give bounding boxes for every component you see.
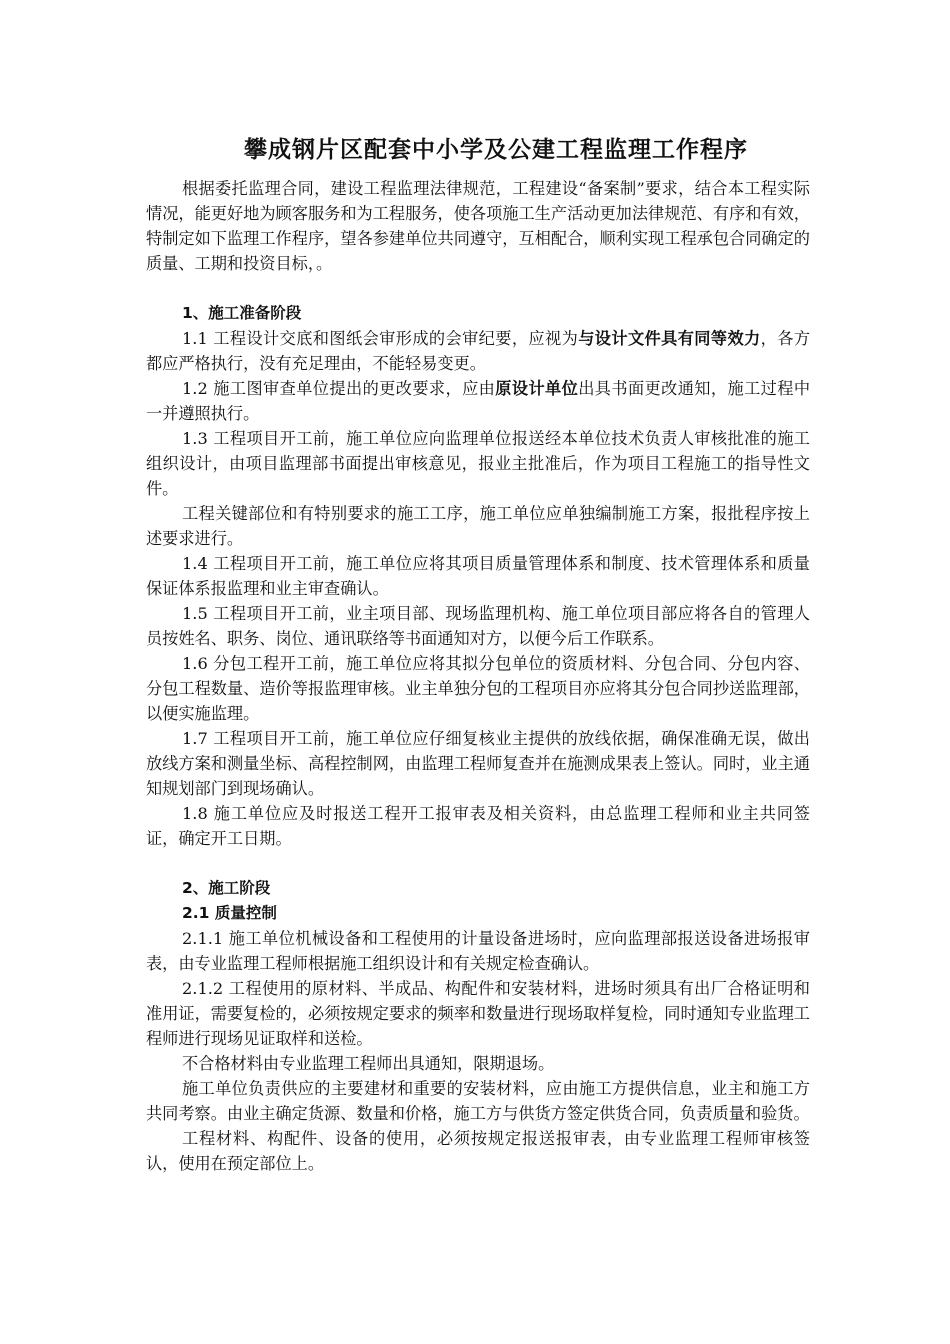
document-body [146,176,810,1176]
paragraph-1-2 [146,376,810,426]
paragraph-1-6: 1.6 分包工程开工前，施工单位应将其拟分包单位的资质材料、分包合同、分包内容、分包工程数量、造价等报监理审核。业主单独分包的工程项目亦应将其分包合同抄送监理部，以便实施监理。 [146,654,810,723]
paragraph-1-1-text-b: ，各方都应严格执行，没有充足理由，不能轻易变更。 [146,329,811,373]
paragraph-material-usage: 工程材料、构配件、设备的使用，必须按规定报送报审表，由专业监理工程师审核签认，使用在预定部位上。 [146,1129,810,1173]
paragraph-1-3-b: 工程关键部位和有特别要求的施工工序，施工单位应单独编制施工方案，报批程序按上述要求进行。 [146,504,810,548]
paragraph-2-1-2: 2.1.2 工程使用的原材料、半成品、构配件和安装材料，进场时须具有出厂合格证明和准用证，需要复检的，必须按规定要求的频率和数量进行现场取样复检，同时通知专业监理工程师进行现场见证取样和送检。 [146,979,810,1048]
paragraph-1-8: 1.8 施工单位应及时报送工程开工报审表及相关资料，由总监理工程师和业主共同签证，确定开工日期。 [146,804,810,848]
intro-paragraph: 根据委托监理合同，建设工程监理法律规范，工程建设“备案制”要求，结合本工程实际情况，能更好地为顾客服务和为工程服务，使各项施工生产活动更加法律规范、有序和有效，特制定如下监理工作程序，望各参建单位共同遵守，互相配合，顺利实现工程承包合同确定的质量、工期和投资目标，。 [146,179,810,273]
paragraph-1-1 [146,326,810,376]
paragraph-1-1-text-a: 1.1 工程设计交底和图纸会审形成的会审纪要，应视为 [182,329,579,348]
paragraph-1-2-emphasis: 原设计单位 [495,379,579,398]
subsection-heading-2-1: 2.1 质量控制 [182,904,277,922]
paragraph-unqualified-materials: 不合格材料由专业监理工程师出具通知，限期退场。 [182,1054,555,1073]
spacer [146,276,810,301]
paragraph-1-4: 1.4 工程项目开工前，施工单位应将其项目质量管理体系和制度、技术管理体系和质量保证体系报监理和业主审查确认。 [146,554,810,598]
document-title: 攀成钢片区配套中小学及公建工程监理工作程序 [244,136,748,163]
paragraph-1-3: 1.3 工程项目开工前，施工单位应向监理单位报送经本单位技术负责人审核批准的施工组织设计，由项目监理部书面提出审核意见，报业主批准后，作为项目工程施工的指导性文件。 [146,429,810,498]
paragraph-1-1-emphasis: 与设计文件具有同等效力 [578,329,761,348]
paragraph-2-1-1: 2.1.1 施工单位机械设备和工程使用的计量设备进场时，应向监理部报送设备进场报审表，由专业监理工程师根据施工组织设计和有关规定检查确认。 [146,929,810,973]
paragraph-1-7: 1.7 工程项目开工前，施工单位应仔细复核业主提供的放线依据，确保准确无误，做出放线方案和测量坐标、高程控制网，由监理工程师复查并在施测成果表上签认。同时，业主通知规划部门到现场确认。 [146,729,810,798]
paragraph-1-2-text-b: 出具书面更改通知，施工过程中一并遵照执行。 [146,379,811,423]
section-heading-1: 1、施工准备阶段 [182,304,302,322]
section-heading-2: 2、施工阶段 [182,879,271,897]
spacer [146,851,810,876]
paragraph-1-2-text-a: 1.2 施工图审查单位提出的更改要求，应由 [182,379,496,398]
paragraph-1-5: 1.5 工程项目开工前，业主项目部、现场监理机构、施工单位项目部应将各自的管理人员按姓名、职务、岗位、通讯联络等书面通知对方，以便今后工作联系。 [146,604,810,648]
paragraph-material-supply: 施工单位负责供应的主要建材和重要的安装材料，应由施工方提供信息，业主和施工方共同考察。由业主确定货源、数量和价格，施工方与供货方签定供货合同，负责质量和验货。 [146,1079,810,1123]
